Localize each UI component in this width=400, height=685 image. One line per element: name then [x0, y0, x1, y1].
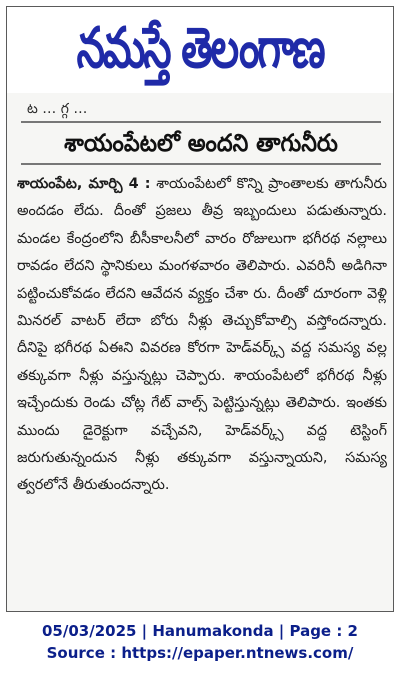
article-dateline: శాయంపేట, మార్చి 4 :	[17, 176, 151, 192]
torn-text-fragment: ట … గ్గ …	[27, 101, 88, 117]
newspaper-clip	[6, 6, 394, 612]
headline-top-rule	[21, 121, 381, 123]
masthead	[7, 7, 393, 93]
clip-footer	[0, 620, 400, 664]
footer-date-edition-page: 05/03/2025 | Hanumakonda | Page : 2	[41, 622, 358, 640]
footer-source: Source : https://epaper.ntnews.com/	[46, 644, 354, 662]
article-body	[17, 171, 387, 607]
headline-bottom-rule	[21, 163, 381, 165]
article-headline: శాయంపేటలో అందని తాగునీరు	[64, 129, 338, 157]
article-text: శాయంపేటలో కొన్ని ప్రాంతాలకు తాగునీరు అందడం లేదు. దీంతో ప్రజలు తీవ్ర ఇబ్బందులు పడుతున్నారు. మండల కేంద్రంలోని బీసీకాలనీలో వారం రోజులుగా భగీరథ నల్లాలు రావడం లేదని స్థానికులు మంగళవారం తెలిపారు. ఎవరినీ అడిగినా పట్టించుకోవడం లేదని ఆవేదన వ్యక్తం చేశా రు. దీంతో దూరంగా వెళ్లి మినరల్ వాటర్ లేదా బోరు నీళ్లు తెచ్చుకోవాల్సి వస్తోందన్నారు. దీనిపై భగీరథ ఏఈని వివరణ కోరగా హెడ్‌వర్క్స్ వద్ద సమస్య వల్ల తక్కువగా నీళ్లు వస్తున్నట్లు చెప్పారు. శాయంపేటలో భగీరథ నీళ్లు ఇచ్చేందుకు రెండు చోట్ల గేట్ వాల్స్ పెట్టిస్తున్నట్లు తెలిపారు. ఇంతకు ముందు డైరెక్టుగా వచ్చేవని, హెడ్‌వర్క్స్ వద్ద టెస్టింగ్ జరుగుతున్నందున నీళ్లు తక్కువగా వస్తున్నాయని, సమస్య త్వరలోనే తీరుతుందన్నారు.	[17, 176, 387, 494]
masthead-title: నమస్తే తెలంగాణ	[76, 16, 324, 81]
